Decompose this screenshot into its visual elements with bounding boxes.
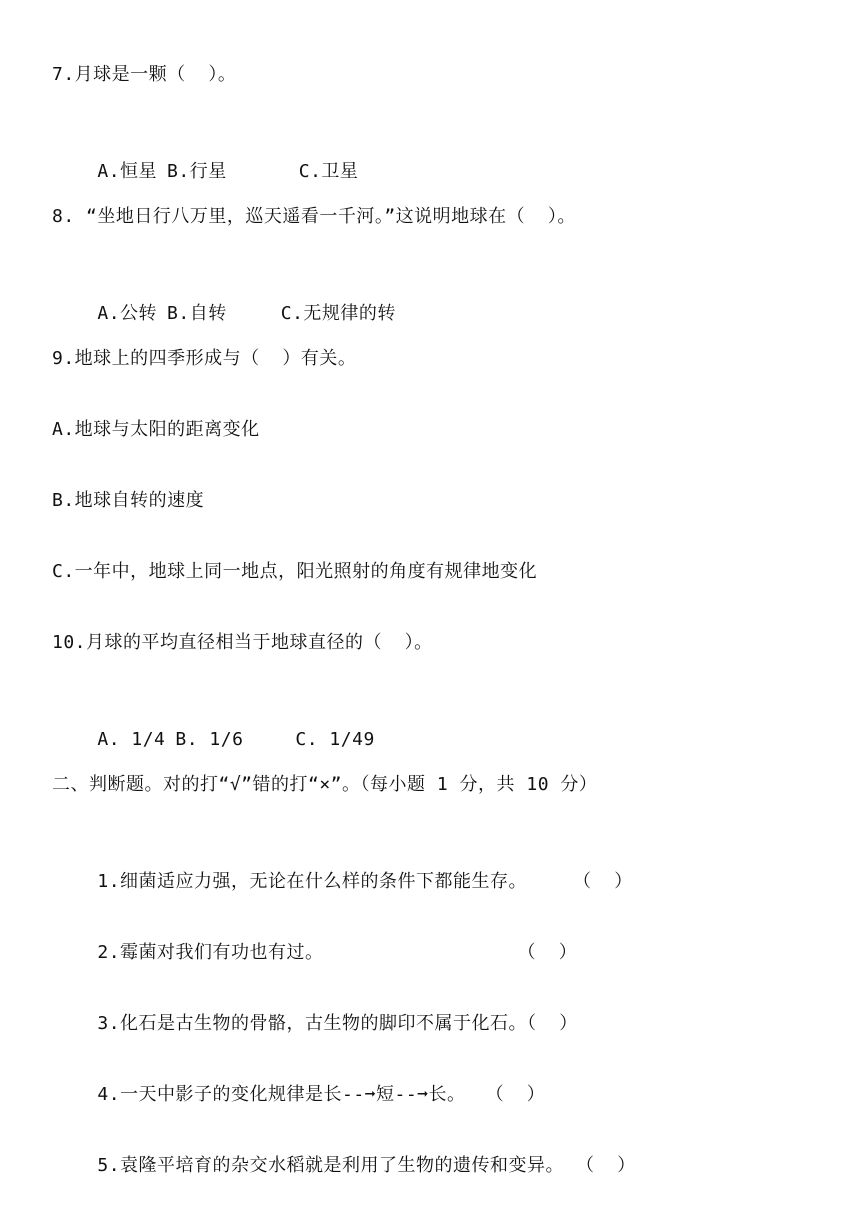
question-9-stem: 9.地球上的四季形成与（ ）有关。 xyxy=(52,348,357,369)
judgment-text: 3.化石是古生物的骨骼，古生物的脚印不属于化石。 xyxy=(97,1013,528,1034)
question-9-option-c: C.一年中，地球上同一地点，阳光照射的角度有规律地变化 xyxy=(52,561,538,582)
judgment-item-2 xyxy=(52,914,577,992)
answer-blank: （ ） xyxy=(576,1155,636,1176)
option-c: C. 1/49 xyxy=(295,729,375,750)
answer-blank: （ ） xyxy=(573,871,633,892)
judgment-text: 1.细菌适应力强，无论在什么样的条件下都能生存。 xyxy=(97,871,528,892)
question-9-option-a: A.地球与太阳的距离变化 xyxy=(52,419,260,440)
answer-blank: （ ） xyxy=(485,1084,546,1105)
answer-blank: （ ） xyxy=(527,1013,578,1034)
option-c: C.无规律的转 xyxy=(280,303,396,324)
option-b: B.自转 xyxy=(167,303,227,324)
judgment-item-4 xyxy=(52,1056,545,1134)
judgment-text: 5.袁隆平培育的杂交水稻就是利用了生物的遗传和变异。 xyxy=(97,1155,565,1176)
option-a: A. 1/4 xyxy=(97,729,166,750)
option-a: A.恒星 xyxy=(97,161,158,182)
question-10-options xyxy=(52,701,375,779)
question-8-options xyxy=(52,275,396,353)
option-b: B. 1/6 xyxy=(175,729,244,750)
judgment-item-1 xyxy=(52,843,633,921)
judgment-text: 4.一天中影子的变化规律是长--➞短--➞长。 xyxy=(97,1084,466,1105)
question-9-option-b: B.地球自转的速度 xyxy=(52,490,205,511)
question-7-stem: 7.月球是一颗（ ）。 xyxy=(52,64,237,85)
question-10-stem: 10.月球的平均直径相当于地球直径的（ ）。 xyxy=(52,632,433,653)
question-7-options xyxy=(52,133,358,211)
question-8-stem: 8. “坐地日行八万里，巡天遥看一千河。”这说明地球在（ ）。 xyxy=(52,206,576,227)
judgment-item-5 xyxy=(52,1127,636,1205)
judgment-item-3 xyxy=(52,985,578,1063)
answer-blank: （ ） xyxy=(517,942,578,963)
judgment-text: 2.霉菌对我们有功也有过。 xyxy=(97,942,324,963)
option-c: C.卫星 xyxy=(298,161,359,182)
option-b: B.行星 xyxy=(167,161,227,182)
option-a: A.公转 xyxy=(97,303,158,324)
section-2-heading: 二、判断题。对的打“√”错的打“×”。（每小题 1 分，共 10 分） xyxy=(52,774,598,795)
